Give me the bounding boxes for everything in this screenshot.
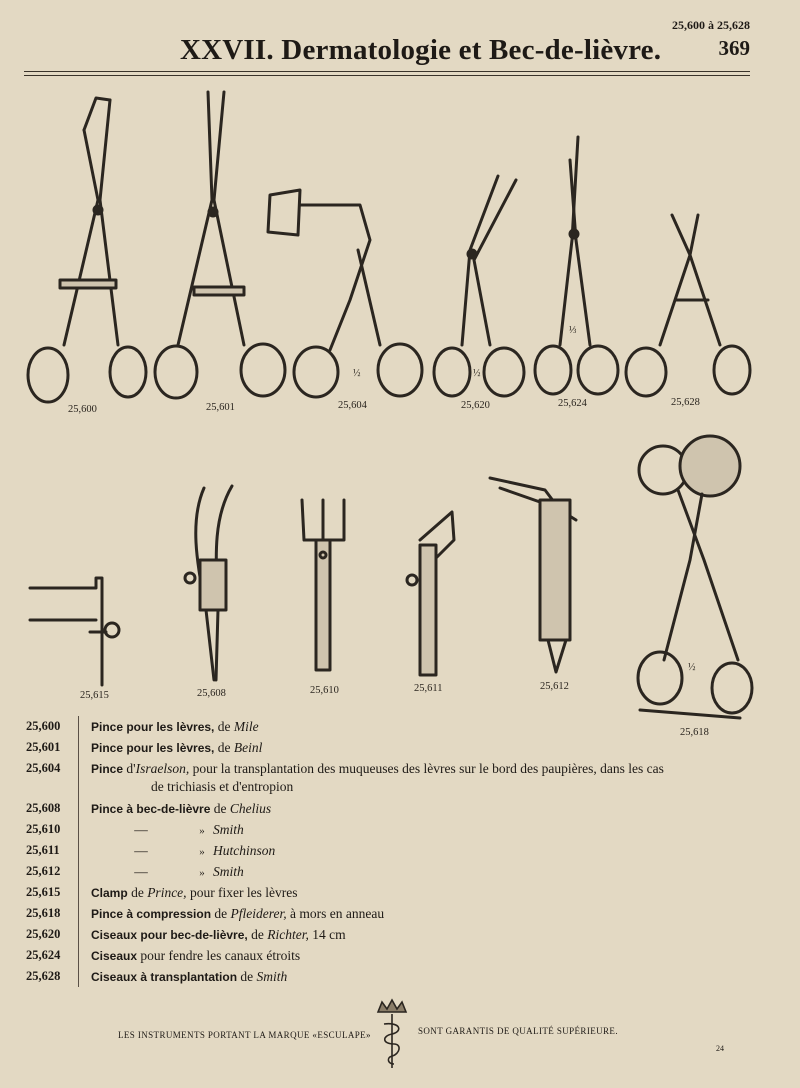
item-description: Pince pour les lèvres, de Mile <box>91 719 259 734</box>
list-item <box>26 945 766 966</box>
item-number: 25,600 <box>26 716 79 737</box>
scale-fraction: ⅓ <box>569 325 577 336</box>
item-number: 25,611 <box>26 840 79 861</box>
printer-folio: 24 <box>716 1044 724 1053</box>
figure-label: 25,601 <box>206 402 235 413</box>
item-number: 25,601 <box>26 737 79 758</box>
item-description: Clamp de Prince, pour fixer les lèvres <box>91 885 298 900</box>
figure-label: 25,600 <box>68 404 97 415</box>
header-rule <box>24 71 750 76</box>
item-number: 25,604 <box>26 758 79 798</box>
item-description: — » Smith <box>134 864 244 879</box>
entry-list <box>26 716 766 987</box>
item-description: — » Hutchinson <box>134 843 276 858</box>
item-description: Pince à bec-de-lièvre de Chelius <box>91 801 272 816</box>
esculape-emblem-icon <box>372 998 412 1070</box>
list-item <box>26 758 766 798</box>
item-description: Pince d'Israelson, pour la transplantation des muqueuses des lèvres sur le bord des paupières, dans les cas de trichiasis et d'entropion <box>91 761 664 794</box>
figure-label: 25,610 <box>310 685 339 696</box>
transplantation-scissors-illustration <box>626 215 750 396</box>
footer-right-text: SONT GARANTIS DE QUALITÉ SUPÉRIEURE. <box>418 1026 618 1036</box>
item-description: Pince à compression de Pfleiderer, à mors en anneau <box>91 906 385 921</box>
list-item <box>26 737 766 758</box>
footer-left-text: LES INSTRUMENTS PORTANT LA MARQUE «ESCULAPE» <box>118 1030 371 1040</box>
list-item <box>26 924 766 945</box>
item-description: Pince pour les lèvres, de Beinl <box>91 740 263 755</box>
scale-fraction: ½ <box>473 368 481 379</box>
item-number: 25,628 <box>26 966 79 987</box>
item-range: 25,600 à 25,628 <box>672 18 750 32</box>
item-number: 25,624 <box>26 945 79 966</box>
scale-fraction: ½ <box>688 662 696 673</box>
figure-label: 25,611 <box>414 683 443 694</box>
list-item <box>26 882 766 903</box>
smith-forceps-2-illustration <box>490 478 576 672</box>
chelius-forceps-illustration <box>185 486 232 680</box>
item-number: 25,618 <box>26 903 79 924</box>
list-item <box>26 903 766 924</box>
list-item <box>26 861 766 882</box>
figure-label: 25,624 <box>558 398 587 409</box>
pfleiderer-forceps-illustration <box>638 436 752 718</box>
figure-label: 25,628 <box>671 397 700 408</box>
item-number: 25,615 <box>26 882 79 903</box>
figure-label: 25,604 <box>338 400 367 411</box>
richter-scissors-illustration <box>434 176 524 396</box>
item-number: 25,620 <box>26 924 79 945</box>
figure-label: 25,620 <box>461 400 490 411</box>
item-description: — » Smith <box>134 822 244 837</box>
list-item <box>26 819 766 840</box>
canal-scissors-illustration <box>535 137 618 394</box>
israelson-forceps-illustration <box>268 190 422 397</box>
prince-clamp-illustration <box>30 578 119 685</box>
scale-fraction: ½ <box>353 368 361 379</box>
figure-label: 25,608 <box>197 688 226 699</box>
item-description: Ciseaux à transplantation de Smith <box>91 969 288 984</box>
hutchinson-forceps-illustration <box>407 512 454 675</box>
page-number: 369 <box>718 36 750 60</box>
item-number: 25,610 <box>26 819 79 840</box>
item-number: 25,608 <box>26 798 79 819</box>
item-number: 25,612 <box>26 861 79 882</box>
lip-forceps-mile-illustration <box>28 98 146 402</box>
page-title: XXVII. Dermatologie et Bec-de-lièvre. <box>180 34 662 66</box>
list-item <box>26 840 766 861</box>
item-description: Ciseaux pour bec-de-lièvre, de Richter, 14 cm <box>91 927 346 942</box>
list-item <box>26 966 766 987</box>
figure-label: 25,612 <box>540 681 569 692</box>
list-item <box>26 798 766 819</box>
item-description: Ciseaux pour fendre les canaux étroits <box>91 948 301 963</box>
figure-label: 25,615 <box>80 690 109 701</box>
smith-forceps-illustration <box>302 500 344 670</box>
list-item <box>26 716 766 737</box>
lip-forceps-beinl-illustration <box>155 92 285 398</box>
figure-label: 25,618 <box>680 727 709 738</box>
